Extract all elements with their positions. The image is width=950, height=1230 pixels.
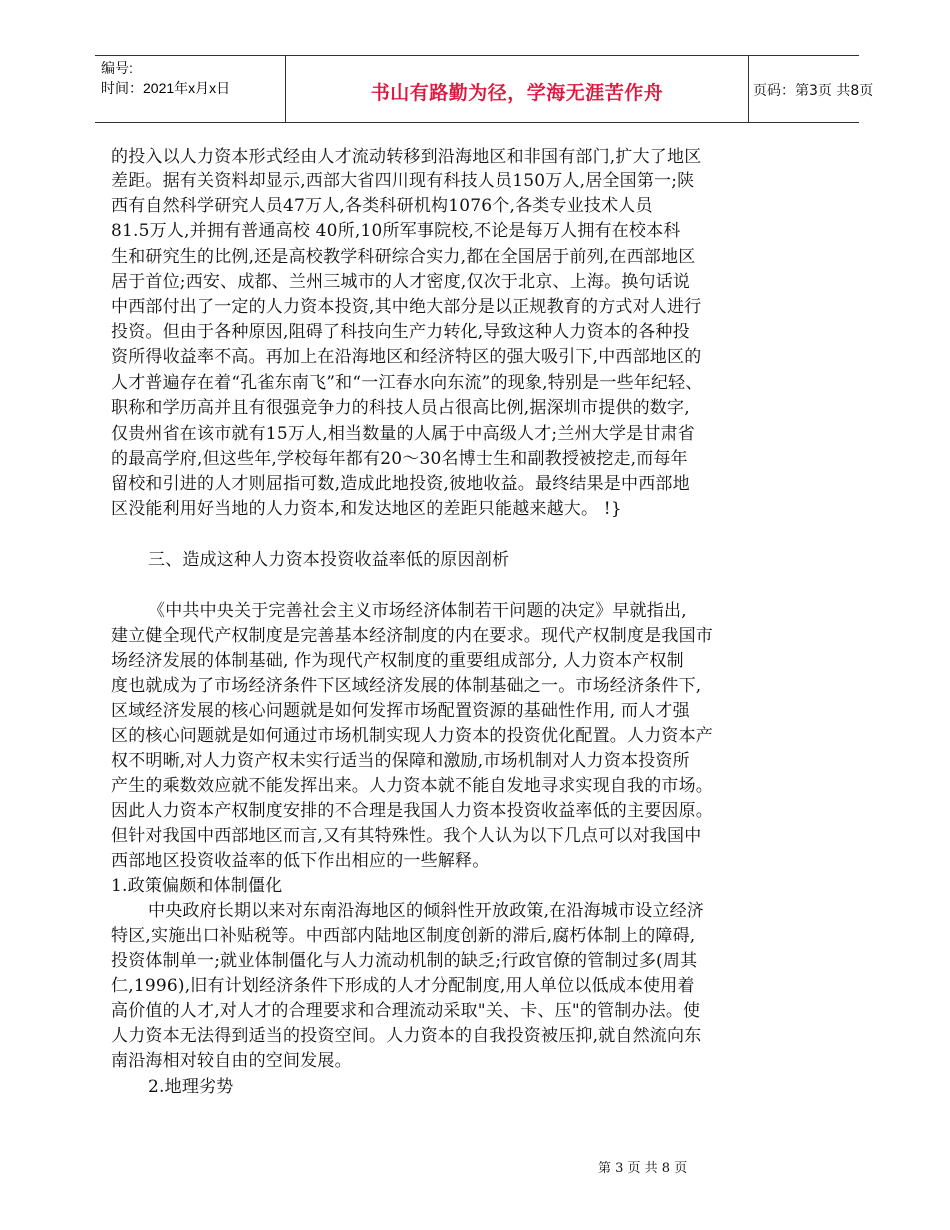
body-line: 的投入以人力资本形式经由人才流动转移到沿海地区和非国有部门,扩大了地区	[111, 147, 702, 167]
body-line: 资所得收益率不高。再加上在沿海地区和经济特区的强大吸引下,中西部地区的	[111, 347, 702, 367]
body-line: 职称和学历高并且有很强竞争力的科技人员占很高比例,据深圳市提供的数字,	[111, 398, 690, 418]
body-line: 投资体制单一;就业体制僵化与人力流动机制的缺乏;行政官僚的管制过多(周其	[111, 951, 698, 971]
body-line: 区域经济发展的核心问题就是如何发挥市场配置资源的基础性作用, 而人才强	[111, 701, 690, 721]
header-motto: 书山有路勤为径，学海无涯苦作舟	[370, 82, 664, 104]
body-line: 人力资本无法得到适当的投资空间。人力资本的自我投资被压抑,就自然流向东	[111, 1026, 702, 1046]
body-line: 特区,实施出口补贴税等。中西部内陆地区制度创新的滞后,腐朽体制上的障碍,	[111, 926, 696, 946]
body-line: 的最高学府,但这些年,学校每年都有20～30名博士生和副教授被挖走,而每年	[111, 449, 688, 469]
header-motto-cell	[285, 56, 749, 122]
body-line: 建立健全现代产权制度是完善基本经济制度的内在要求。现代产权制度是我国市	[111, 626, 713, 646]
body-line: 区没能利用好当地的人力资本,和发达地区的差距只能越来越大。 !}	[111, 499, 622, 519]
body-line: 中央政府长期以来对东南沿海地区的倾斜性开放政策,在沿海城市设立经济	[148, 901, 705, 921]
body-line: 产生的乘数效应就不能发挥出来。人力资本就不能自发地寻求实现自我的市场。	[111, 776, 713, 796]
body-line: 西部地区投资收益率的低下作出相应的一些解释。	[111, 851, 490, 871]
header-meta-cell	[95, 56, 285, 122]
body-line: 仅贵州省在该市就有15万人,相当数量的人属于中高级人才;兰州大学是甘肃省	[111, 424, 695, 444]
section-heading: 三、造成这种人力资本投资收益率低的原因剖析	[148, 550, 510, 570]
body-line: 西有自然科学研究人员47万人,各类科研机构1076个,各类专业技术人员	[111, 196, 653, 216]
page-footer: 第 3 页 共 8 页	[598, 1161, 688, 1176]
body-line: 人才普遍存在着“孔雀东南飞”和“一江春水向东流”的现象,特别是一些年纪轻、	[111, 373, 703, 393]
header-table	[95, 55, 874, 123]
body-line: 仁,1996),旧有计划经济条件下形成的人才分配制度,用人单位以低成本使用着	[111, 976, 695, 996]
body-line: 81.5万人,并拥有普通高校 40所,10所军事院校,不论是每万人拥有在校本科	[111, 221, 681, 241]
header-page-cell	[747, 56, 874, 122]
body-line: 度也就成为了市场经济条件下区域经济发展的体制基础之一。市场经济条件下,	[111, 676, 702, 696]
body-line: 权不明晰,对人力资产权未实行适当的保障和激励,市场机制对人力资本投资所	[111, 751, 690, 771]
body-line: 差距。据有关资料却显示,西部大省四川现有科技人员150万人,居全国第一;陕	[111, 171, 695, 191]
body-line: 中西部付出了一定的人力资本投资,其中绝大部分是以正规教育的方式对人进行	[111, 297, 702, 317]
body-line: 留校和引进的人才则屈指可数,造成此地投资,彼地收益。最终结果是中西部地	[111, 474, 690, 494]
body-line: 高价值的人才,对人才的合理要求和合理流动采取"关、卡、压"的管制办法。使	[111, 1001, 701, 1021]
body-line: 投资。但由于各种原因,阻碍了科技向生产力转化,导致这种人力资本的各种投	[111, 322, 690, 342]
header-page-info: 页码：第3页 共8页	[753, 83, 874, 99]
body-line: 场经济发展的体制基础, 作为现代产权制度的重要组成部分, 人力资本产权制	[111, 651, 684, 671]
body-line: 《中共中央关于完善社会主义市场经济体制若干问题的决定》早就指出,	[148, 601, 687, 621]
body-line: 区的核心问题就是如何通过市场机制实现人力资本的投资优化配置。人力资本产	[111, 726, 713, 746]
body-line: 但针对我国中西部地区而言,又有其特殊性。我个人认为以下几点可以对我国中	[111, 826, 702, 846]
body-line: 南沿海相对较自由的空间发展。	[111, 1051, 352, 1071]
document-number-label: 编号:	[101, 60, 133, 76]
body-line: 生和研究生的比例,还是高校教学科研综合实力,都在全国居于前列,在西部地区	[111, 247, 696, 267]
body-line: 居于首位;西安、成都、兰州三城市的人才密度,仅次于北京、上海。换句话说	[111, 272, 691, 292]
subsection-heading: 2.地理劣势	[148, 1077, 234, 1097]
subsection-heading: 1.政策偏颇和体制僵化	[111, 876, 283, 896]
document-time-label: 时间：2021年x月x日	[101, 80, 231, 96]
body-line: 因此人力资本产权制度安排的不合理是我国人力资本投资收益率低的主要因原。	[111, 801, 713, 821]
